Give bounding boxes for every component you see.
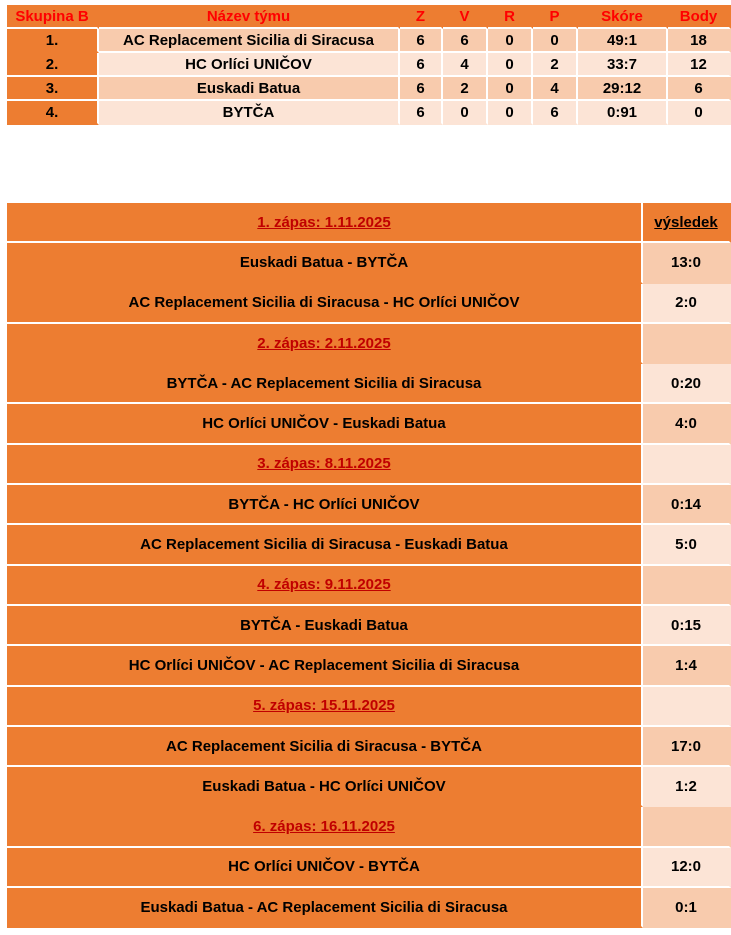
match-result: 12:0 bbox=[643, 848, 731, 888]
match-pairing: BYTČA - AC Replacement Sicilia di Siracusa bbox=[7, 364, 643, 404]
match-pairing: AC Replacement Sicilia di Siracusa - HC Orlíci UNIČOV bbox=[7, 284, 643, 324]
match-pairing: HC Orlíci UNIČOV - AC Replacement Sicilia di Siracusa bbox=[7, 646, 643, 686]
standings-z: 6 bbox=[400, 29, 443, 53]
round-result-empty bbox=[643, 445, 731, 485]
round-title: 3. zápas: 8.11.2025 bbox=[7, 445, 643, 485]
match-result: 4:0 bbox=[643, 404, 731, 444]
standings-pos: 2. bbox=[7, 53, 99, 77]
standings-team: BYTČA bbox=[99, 101, 400, 125]
standings-z: 6 bbox=[400, 77, 443, 101]
standings-r: 0 bbox=[488, 101, 533, 125]
match-result: 2:0 bbox=[643, 284, 731, 324]
result-header: výsledek bbox=[643, 203, 731, 243]
standings-header-points: Body bbox=[668, 5, 731, 29]
match-result: 13:0 bbox=[643, 243, 731, 283]
standings-table bbox=[7, 5, 731, 125]
standings-v: 2 bbox=[443, 77, 488, 101]
standings-score: 49:1 bbox=[578, 29, 668, 53]
match-pairing: BYTČA - Euskadi Batua bbox=[7, 606, 643, 646]
match-pairing: Euskadi Batua - HC Orlíci UNIČOV bbox=[7, 767, 643, 807]
standings-header-team: Název týmu bbox=[99, 5, 400, 29]
match-result: 0:14 bbox=[643, 485, 731, 525]
standings-p: 4 bbox=[533, 77, 578, 101]
standings-score: 33:7 bbox=[578, 53, 668, 77]
standings-team: Euskadi Batua bbox=[99, 77, 400, 101]
standings-pos: 4. bbox=[7, 101, 99, 125]
standings-z: 6 bbox=[400, 53, 443, 77]
standings-score: 0:91 bbox=[578, 101, 668, 125]
match-result: 0:1 bbox=[643, 888, 731, 928]
standings-z: 6 bbox=[400, 101, 443, 125]
standings-points: 0 bbox=[668, 101, 731, 125]
schedule-table bbox=[7, 203, 731, 928]
match-pairing: BYTČA - HC Orlíci UNIČOV bbox=[7, 485, 643, 525]
standings-header-r: R bbox=[488, 5, 533, 29]
match-pairing: HC Orlíci UNIČOV - BYTČA bbox=[7, 848, 643, 888]
standings-r: 0 bbox=[488, 53, 533, 77]
match-pairing: HC Orlíci UNIČOV - Euskadi Batua bbox=[7, 404, 643, 444]
standings-pos: 3. bbox=[7, 77, 99, 101]
standings-r: 0 bbox=[488, 77, 533, 101]
round-title: 5. zápas: 15.11.2025 bbox=[7, 687, 643, 727]
round-title: 2. zápas: 2.11.2025 bbox=[7, 324, 643, 364]
match-result: 17:0 bbox=[643, 727, 731, 767]
match-pairing: AC Replacement Sicilia di Siracusa - BYTČA bbox=[7, 727, 643, 767]
round-title: 6. zápas: 16.11.2025 bbox=[7, 807, 643, 847]
round-result-empty bbox=[643, 324, 731, 364]
standings-team: HC Orlíci UNIČOV bbox=[99, 53, 400, 77]
standings-score: 29:12 bbox=[578, 77, 668, 101]
standings-p: 0 bbox=[533, 29, 578, 53]
standings-v: 0 bbox=[443, 101, 488, 125]
standings-header-score: Skóre bbox=[578, 5, 668, 29]
standings-p: 2 bbox=[533, 53, 578, 77]
standings-r: 0 bbox=[488, 29, 533, 53]
match-pairing: Euskadi Batua - BYTČA bbox=[7, 243, 643, 283]
round-result-empty bbox=[643, 687, 731, 727]
match-pairing: Euskadi Batua - AC Replacement Sicilia di Siracusa bbox=[7, 888, 643, 928]
match-result: 0:15 bbox=[643, 606, 731, 646]
standings-team: AC Replacement Sicilia di Siracusa bbox=[99, 29, 400, 53]
round-title: 1. zápas: 1.11.2025 bbox=[7, 203, 643, 243]
standings-points: 12 bbox=[668, 53, 731, 77]
standings-v: 4 bbox=[443, 53, 488, 77]
round-title: 4. zápas: 9.11.2025 bbox=[7, 566, 643, 606]
match-result: 0:20 bbox=[643, 364, 731, 404]
standings-points: 18 bbox=[668, 29, 731, 53]
match-result: 5:0 bbox=[643, 525, 731, 565]
round-result-empty bbox=[643, 807, 731, 847]
standings-p: 6 bbox=[533, 101, 578, 125]
match-pairing: AC Replacement Sicilia di Siracusa - Euskadi Batua bbox=[7, 525, 643, 565]
standings-points: 6 bbox=[668, 77, 731, 101]
standings-header-p: P bbox=[533, 5, 578, 29]
standings-v: 6 bbox=[443, 29, 488, 53]
round-result-empty bbox=[643, 566, 731, 606]
standings-header-group: Skupina B bbox=[7, 5, 99, 29]
match-result: 1:4 bbox=[643, 646, 731, 686]
standings-header-z: Z bbox=[400, 5, 443, 29]
match-result: 1:2 bbox=[643, 767, 731, 807]
standings-header-v: V bbox=[443, 5, 488, 29]
standings-pos: 1. bbox=[7, 29, 99, 53]
